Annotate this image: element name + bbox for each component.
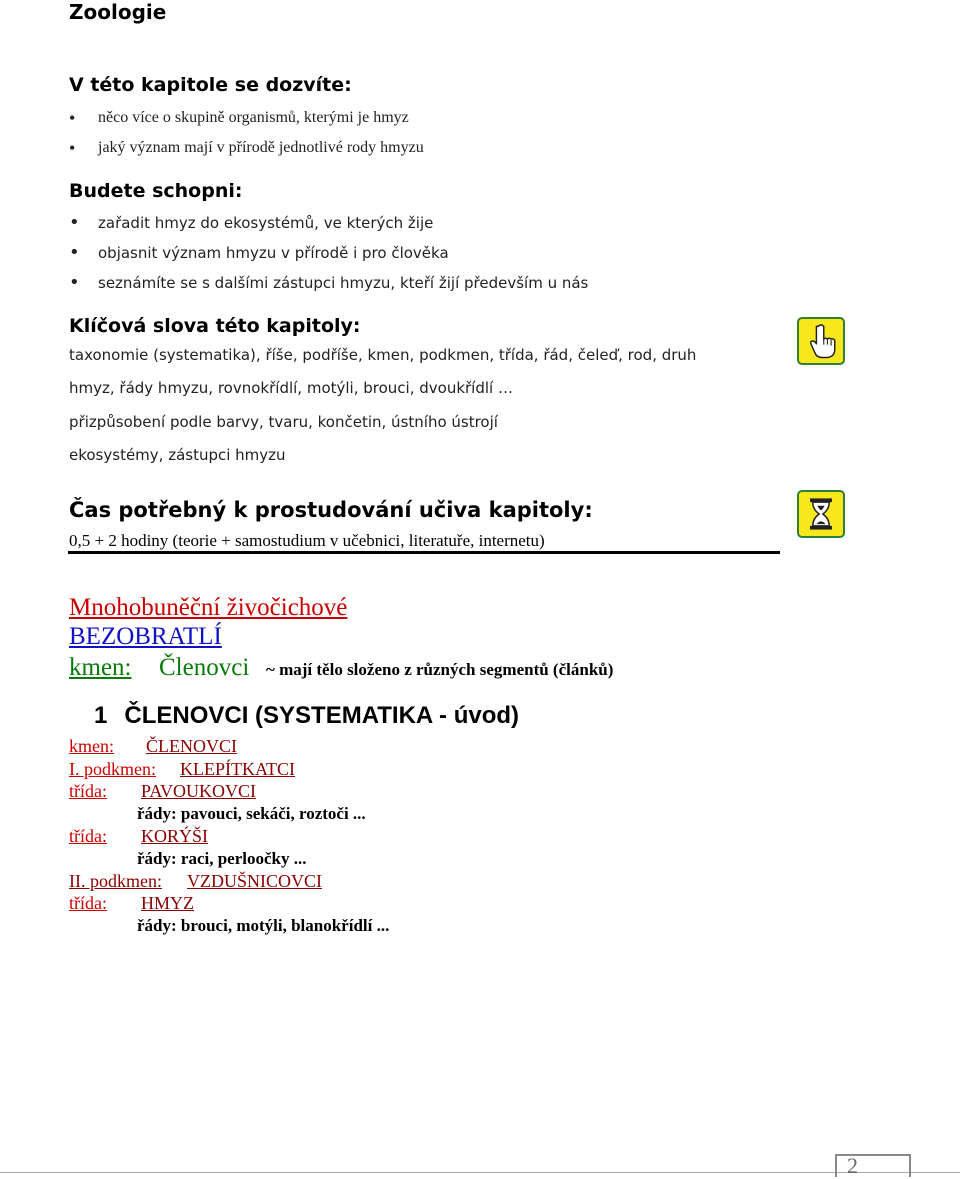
chapter-heading	[94, 702, 519, 730]
tax-row	[141, 826, 208, 847]
tax-value: PAVOUKOVCI	[141, 781, 257, 801]
list-item: • seznámíte se s dalšími zástupci hmyzu, kteří žijí především u nás	[69, 268, 588, 298]
tax-row	[141, 893, 194, 914]
tax-label: I. podkmen:	[69, 759, 156, 779]
section-subtitle: BEZOBRATLÍ	[69, 623, 222, 650]
tax-row	[146, 736, 237, 757]
tax-orders: řády: brouci, motýli, blanokřídlí ...	[137, 916, 390, 935]
chapter-title: ČLENOVCI (SYSTEMATIKA - úvod)	[124, 702, 520, 729]
list-item: • zařadit hmyz do ekosystémů, ve kterých žije	[69, 208, 588, 238]
tax-row	[69, 781, 107, 802]
tax-label: II. podkmen:	[69, 871, 162, 891]
tax-row	[69, 826, 107, 847]
tax-value: KLEPÍTKATCI	[180, 759, 295, 779]
tax-label: třída:	[69, 826, 107, 846]
learn-heading: V této kapitole se dozvíte:	[69, 74, 352, 96]
able-list	[69, 208, 588, 298]
keywords-line: přizpůsobení podle barvy, tvaru, končetin, ústního ústrojí	[69, 413, 498, 431]
keywords-line: taxonomie (systematika), říše, podříše, kmen, podkmen, třída, řád, čeleď, rod, druh	[69, 346, 697, 364]
tax-label: třída:	[69, 893, 107, 913]
time-text: 0,5 + 2 hodiny (teorie + samostudium v učebnici, literatuře, internetu)	[69, 531, 545, 550]
tax-value: HMYZ	[141, 893, 194, 913]
tax-row	[187, 871, 322, 892]
tax-row	[69, 736, 114, 757]
able-heading: Budete schopni:	[69, 180, 243, 202]
section-divider	[68, 551, 780, 554]
section-title: Mnohobuněční živočichové	[69, 594, 348, 621]
tax-row	[69, 759, 156, 780]
tax-value: ČLENOVCI	[146, 736, 237, 756]
phylum-description: ~ mají tělo složeno z různých segmentů (článků)	[266, 660, 614, 679]
tax-value: VZDUŠNICOVCI	[187, 871, 322, 891]
keywords-line: ekosystémy, zástupci hmyzu	[69, 446, 286, 464]
pointing-hand-icon	[797, 317, 845, 365]
tax-orders: řády: pavouci, sekáči, roztoči ...	[137, 804, 366, 823]
tax-row	[180, 759, 295, 780]
phylum-label: kmen:	[69, 654, 132, 681]
list-item: • něco více o skupině organismů, kterými je hmyz	[69, 103, 424, 133]
tax-orders: řády: raci, perloočky ...	[137, 849, 307, 868]
header-title: Zoologie	[69, 0, 167, 24]
learn-list	[69, 103, 424, 163]
hourglass-icon	[797, 490, 845, 538]
tax-row	[141, 781, 256, 802]
tax-value: KORÝŠI	[141, 826, 209, 846]
keywords-line: hmyz, řády hmyzu, rovnokřídlí, motýli, brouci, dvoukřídlí …	[69, 379, 513, 397]
tax-label: třída:	[69, 781, 107, 801]
tax-row	[69, 871, 162, 892]
chapter-number: 1	[94, 702, 108, 729]
footer-rule	[0, 1172, 960, 1173]
list-item: • objasnit význam hmyzu v přírodě i pro člověka	[69, 238, 588, 268]
tax-row	[69, 893, 107, 914]
tax-label: kmen:	[69, 736, 114, 756]
page-number: 2	[847, 1153, 858, 1178]
keywords-heading: Klíčová slova této kapitoly:	[69, 315, 361, 337]
list-item: • jaký význam mají v přírodě jednotlivé rody hmyzu	[69, 133, 424, 163]
time-heading: Čas potřebný k prostudování učiva kapitoly:	[69, 498, 593, 522]
phylum-name: Členovci	[159, 654, 250, 681]
